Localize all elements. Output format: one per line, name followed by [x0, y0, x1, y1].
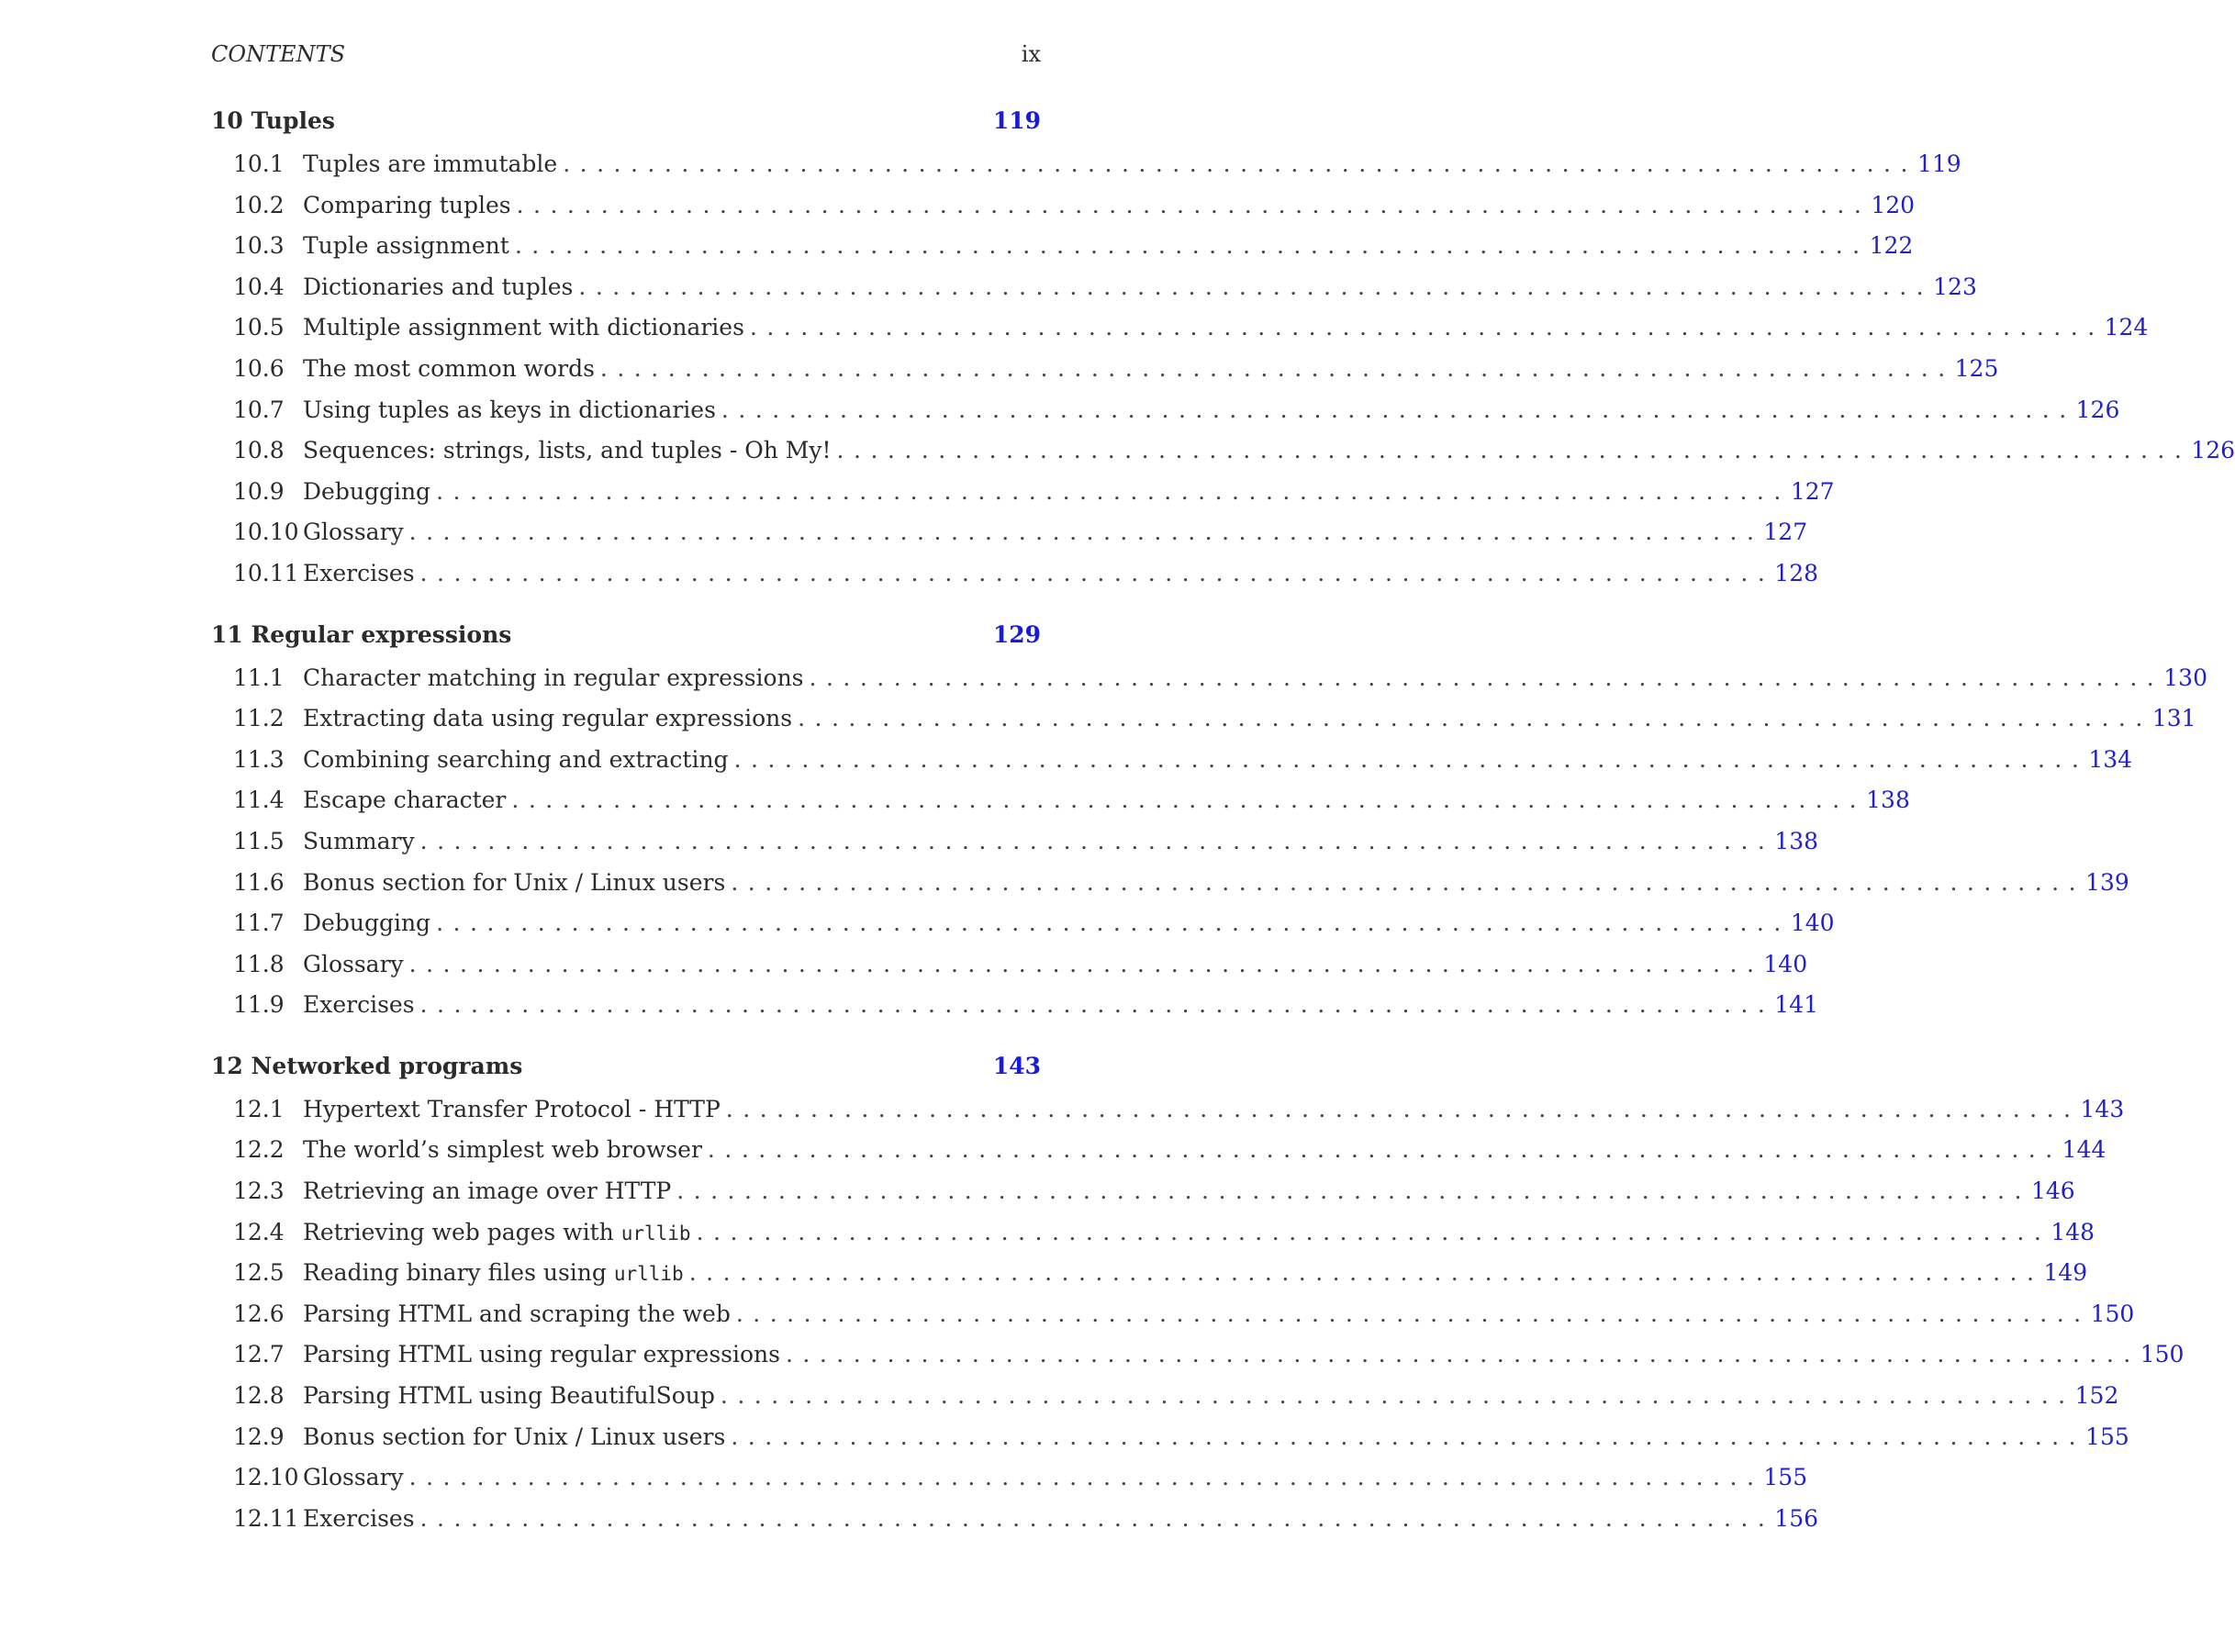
section-title-text: Comparing tuples — [303, 191, 511, 218]
toc-entry[interactable] — [211, 185, 1916, 227]
section-title-text: Combining searching and extracting — [303, 745, 729, 773]
toc-entry[interactable] — [211, 267, 1977, 308]
dot-leader: ................................................................................ — [419, 991, 1775, 1019]
section-number: 10.8 — [233, 437, 285, 464]
section-number: 10.1 — [233, 151, 285, 177]
toc-entry[interactable] — [211, 1253, 2088, 1294]
toc-entry[interactable] — [211, 430, 2235, 472]
toc-entry[interactable] — [211, 1499, 1819, 1540]
section-page-link[interactable]: 140 — [1763, 950, 1808, 977]
section-title-text: Character matching in regular expressions — [303, 664, 804, 691]
dot-leader: ................................................................................ — [731, 868, 2086, 896]
section-page-link[interactable]: 155 — [1763, 1464, 1808, 1491]
section-page-link[interactable]: 130 — [2163, 664, 2207, 691]
section-title — [303, 1089, 721, 1131]
dot-leader: ................................................................................ — [785, 1341, 2140, 1368]
dot-leader: ................................................................................ — [419, 1504, 1775, 1532]
chapter-page-link[interactable]: 129 — [992, 620, 1041, 648]
section-page-link[interactable]: 150 — [2140, 1341, 2185, 1368]
toc-entry[interactable] — [211, 1457, 1808, 1499]
section-number: 10.6 — [233, 354, 285, 382]
section-page-link[interactable]: 156 — [1774, 1504, 1819, 1532]
section-number: 12.11 — [233, 1504, 299, 1532]
section-page-link[interactable]: 150 — [2090, 1300, 2135, 1327]
section-number: 11.4 — [233, 787, 285, 814]
toc-chapter-heading[interactable] — [211, 617, 1041, 653]
section-title — [303, 658, 804, 699]
dot-leader: ................................................................................ — [721, 396, 2076, 423]
toc-entry[interactable] — [211, 553, 1819, 595]
section-title-text: Parsing HTML using regular expressions — [303, 1341, 780, 1368]
section-number: 11.1 — [233, 664, 285, 691]
dot-leader: ................................................................................ — [676, 1178, 2031, 1205]
running-header — [211, 40, 1041, 68]
section-number: 12.3 — [233, 1178, 285, 1205]
section-page-link[interactable]: 119 — [1917, 151, 1961, 177]
toc-entry[interactable] — [211, 144, 1961, 185]
section-title — [303, 1130, 702, 1171]
section-title — [303, 821, 415, 863]
section-page-link[interactable]: 127 — [1763, 519, 1808, 546]
dot-leader: ................................................................................ — [436, 910, 1791, 937]
section-page-link[interactable]: 122 — [1869, 232, 1914, 260]
section-title — [303, 740, 729, 781]
section-title-text: Parsing HTML and scraping the web — [303, 1300, 731, 1327]
section-number: 10.4 — [233, 273, 285, 300]
section-page-link[interactable]: 134 — [2088, 745, 2133, 773]
section-title — [303, 903, 430, 944]
toc-entry[interactable] — [211, 698, 2196, 740]
dot-leader: ................................................................................ — [696, 1218, 2051, 1245]
section-title-code: urllib — [613, 1263, 684, 1286]
section-title — [303, 780, 506, 821]
section-title — [303, 944, 404, 986]
chapter-page-link[interactable]: 119 — [992, 107, 1041, 134]
section-title-text: Exercises — [303, 1504, 415, 1532]
section-title-text: Multiple assignment with dictionaries — [303, 314, 744, 341]
chapter-page-link[interactable]: 143 — [992, 1052, 1041, 1079]
section-page-link[interactable]: 126 — [2191, 437, 2235, 464]
section-title — [303, 1253, 684, 1295]
section-title — [303, 390, 716, 431]
section-title-text: Summary — [303, 827, 415, 854]
toc-entry[interactable] — [211, 1212, 2095, 1254]
dot-leader: ................................................................................ — [809, 664, 2164, 691]
toc-entry[interactable] — [211, 903, 1835, 944]
section-number: 11.8 — [233, 950, 285, 977]
section-number: 12.9 — [233, 1423, 285, 1450]
toc-entry[interactable] — [211, 985, 1819, 1026]
section-title — [303, 430, 832, 472]
section-number: 12.7 — [233, 1341, 285, 1368]
section-number: 12.6 — [233, 1300, 285, 1327]
toc-entry[interactable] — [211, 821, 1819, 863]
dot-leader: ................................................................................ — [688, 1259, 2044, 1287]
toc-chapter — [211, 1048, 2185, 1540]
section-title-text: Bonus section for Unix / Linux users — [303, 868, 726, 896]
toc-entry[interactable] — [211, 472, 1835, 513]
section-title-code: urllib — [620, 1222, 691, 1245]
section-number: 12.4 — [233, 1218, 285, 1245]
section-title-text: Reading binary files using — [303, 1259, 614, 1287]
dot-leader: ................................................................................ — [731, 1423, 2086, 1450]
section-number: 11.3 — [233, 745, 285, 773]
section-title-text: Glossary — [303, 950, 404, 977]
toc-entry[interactable] — [211, 1171, 2075, 1212]
section-title — [303, 349, 595, 390]
toc-entry[interactable] — [211, 307, 2149, 349]
section-number: 12.8 — [233, 1382, 285, 1410]
section-title-text: Tuples are immutable — [303, 151, 558, 177]
dot-leader: ................................................................................ — [419, 827, 1775, 854]
toc-entry[interactable] — [211, 349, 1999, 390]
section-title — [303, 1212, 691, 1255]
section-page-link[interactable]: 155 — [2085, 1423, 2129, 1450]
running-header-title: CONTENTS — [211, 41, 346, 67]
toc-entry[interactable] — [211, 1089, 2125, 1131]
toc-chapter — [211, 103, 2235, 595]
section-title — [303, 267, 573, 308]
section-title-text: Glossary — [303, 519, 404, 546]
toc-chapter — [211, 617, 2207, 1026]
toc-entry[interactable] — [211, 1417, 2129, 1458]
section-number: 12.1 — [233, 1095, 285, 1122]
section-number: 11.5 — [233, 827, 285, 854]
section-number: 10.7 — [233, 396, 285, 423]
toc-entry[interactable] — [211, 1294, 2135, 1335]
toc-entry[interactable] — [211, 863, 2129, 904]
section-page-link[interactable]: 138 — [1866, 787, 1910, 814]
section-title — [303, 1376, 715, 1417]
section-title — [303, 1334, 780, 1376]
dot-leader: ................................................................................ — [735, 1300, 2091, 1327]
section-title-text: Escape character — [303, 787, 507, 814]
chapter-title: 12 Networked programs — [211, 1052, 523, 1079]
section-title-text: Exercises — [303, 991, 415, 1019]
section-title-text: The world’s simplest web browser — [303, 1136, 702, 1164]
section-title-text: Retrieving an image over HTTP — [303, 1178, 672, 1205]
running-header-page-number: ix — [1021, 41, 1041, 67]
section-number: 10.2 — [233, 191, 285, 218]
section-number: 10.10 — [233, 519, 299, 546]
section-title-text: Debugging — [303, 910, 431, 937]
dot-leader: ................................................................................ — [516, 191, 1872, 218]
dot-leader: ................................................................................ — [563, 151, 1917, 177]
section-title-text: Extracting data using regular expressions — [303, 705, 793, 732]
section-number: 12.2 — [233, 1136, 285, 1164]
section-number: 10.11 — [233, 559, 299, 586]
section-title — [303, 698, 792, 740]
dot-leader: ................................................................................ — [408, 1464, 1764, 1491]
toc-entry[interactable] — [211, 740, 2133, 781]
section-page-link[interactable]: 149 — [2043, 1259, 2088, 1287]
section-title — [303, 307, 744, 349]
section-page-link[interactable]: 148 — [2051, 1218, 2095, 1245]
section-title — [303, 472, 430, 513]
toc-entry[interactable] — [211, 226, 1914, 267]
section-title-text: Sequences: strings, lists, and tuples - Oh My! — [303, 437, 832, 464]
dot-leader: ................................................................................ — [408, 950, 1764, 977]
toc-chapter-heading[interactable] — [211, 103, 1041, 140]
section-title-text: The most common words — [303, 354, 595, 382]
section-title — [303, 1457, 404, 1499]
section-page-link[interactable]: 141 — [1774, 991, 1819, 1019]
toc-entry[interactable] — [211, 944, 1808, 986]
dot-leader: ................................................................................ — [419, 559, 1775, 586]
dot-leader: ................................................................................ — [798, 705, 2152, 732]
toc-chapter-heading[interactable] — [211, 1048, 1041, 1085]
section-title-text: Debugging — [303, 477, 431, 505]
section-title — [303, 985, 415, 1026]
section-page-link[interactable]: 126 — [2075, 396, 2120, 423]
dot-leader: ................................................................................ — [599, 354, 1955, 382]
section-title — [303, 863, 725, 904]
section-title-text: Tuple assignment — [303, 232, 509, 260]
section-page-link[interactable]: 144 — [2062, 1136, 2106, 1164]
section-title-text: Hypertext Transfer Protocol - HTTP — [303, 1095, 721, 1122]
section-page-link[interactable]: 128 — [1774, 559, 1819, 586]
section-number: 11.6 — [233, 868, 285, 896]
dot-leader: ................................................................................ — [511, 787, 1867, 814]
table-of-contents — [211, 103, 2235, 1561]
toc-entry[interactable] — [211, 512, 1808, 553]
dot-leader: ................................................................................ — [749, 314, 2105, 341]
toc-entry[interactable] — [211, 658, 2207, 699]
section-number: 11.7 — [233, 910, 285, 937]
toc-entry[interactable] — [211, 780, 1910, 821]
dot-leader: ................................................................................ — [720, 1382, 2075, 1410]
section-page-link[interactable]: 146 — [2030, 1178, 2075, 1205]
section-number: 11.2 — [233, 705, 285, 732]
section-title-text: Exercises — [303, 559, 415, 586]
chapter-title: 10 Tuples — [211, 107, 335, 134]
section-number: 10.9 — [233, 477, 285, 505]
section-number: 10.3 — [233, 232, 285, 260]
section-page-link[interactable]: 152 — [2074, 1382, 2119, 1410]
section-number: 11.9 — [233, 991, 285, 1019]
section-title — [303, 1417, 725, 1458]
section-title — [303, 185, 511, 227]
section-title — [303, 1171, 671, 1212]
section-title — [303, 1294, 731, 1335]
section-page-link[interactable]: 139 — [2085, 868, 2129, 896]
section-title-text: Using tuples as keys in dictionaries — [303, 396, 716, 423]
toc-entry[interactable] — [211, 1334, 2185, 1376]
section-title — [303, 144, 557, 185]
section-title — [303, 512, 404, 553]
section-page-link[interactable]: 131 — [2151, 705, 2196, 732]
section-title-text: Glossary — [303, 1464, 404, 1491]
section-page-link[interactable]: 124 — [2104, 314, 2149, 341]
dot-leader: ................................................................................ — [578, 273, 1934, 300]
dot-leader: ................................................................................ — [707, 1136, 2062, 1164]
section-title — [303, 1499, 415, 1540]
section-title-text: Bonus section for Unix / Linux users — [303, 1423, 726, 1450]
dot-leader: ................................................................................ — [725, 1095, 2081, 1122]
section-page-link[interactable]: 120 — [1871, 191, 1916, 218]
section-page-link[interactable]: 127 — [1790, 477, 1835, 505]
section-page-link[interactable]: 138 — [1774, 827, 1819, 854]
section-title — [303, 226, 509, 267]
dot-leader: ................................................................................ — [436, 477, 1791, 505]
dot-leader: ................................................................................ — [514, 232, 1870, 260]
section-title-text: Retrieving web pages with — [303, 1218, 621, 1245]
toc-entry[interactable] — [211, 1130, 2106, 1171]
section-number: 12.5 — [233, 1259, 285, 1287]
section-title-text: Dictionaries and tuples — [303, 273, 574, 300]
toc-entry[interactable] — [211, 1376, 2119, 1417]
dot-leader: ................................................................................ — [836, 437, 2192, 464]
section-page-link[interactable]: 123 — [1933, 273, 1977, 300]
dot-leader: ................................................................................ — [733, 745, 2089, 773]
section-title — [303, 553, 415, 595]
section-title-text: Parsing HTML using BeautifulSoup — [303, 1382, 715, 1410]
section-page-link[interactable]: 143 — [2080, 1095, 2125, 1122]
toc-entry[interactable] — [211, 390, 2120, 431]
dot-leader: ................................................................................ — [408, 519, 1764, 546]
section-number: 10.5 — [233, 314, 285, 341]
chapter-title: 11 Regular expressions — [211, 620, 512, 648]
section-number: 12.10 — [233, 1464, 299, 1491]
section-page-link[interactable]: 125 — [1954, 354, 1999, 382]
section-page-link[interactable]: 140 — [1790, 910, 1835, 937]
